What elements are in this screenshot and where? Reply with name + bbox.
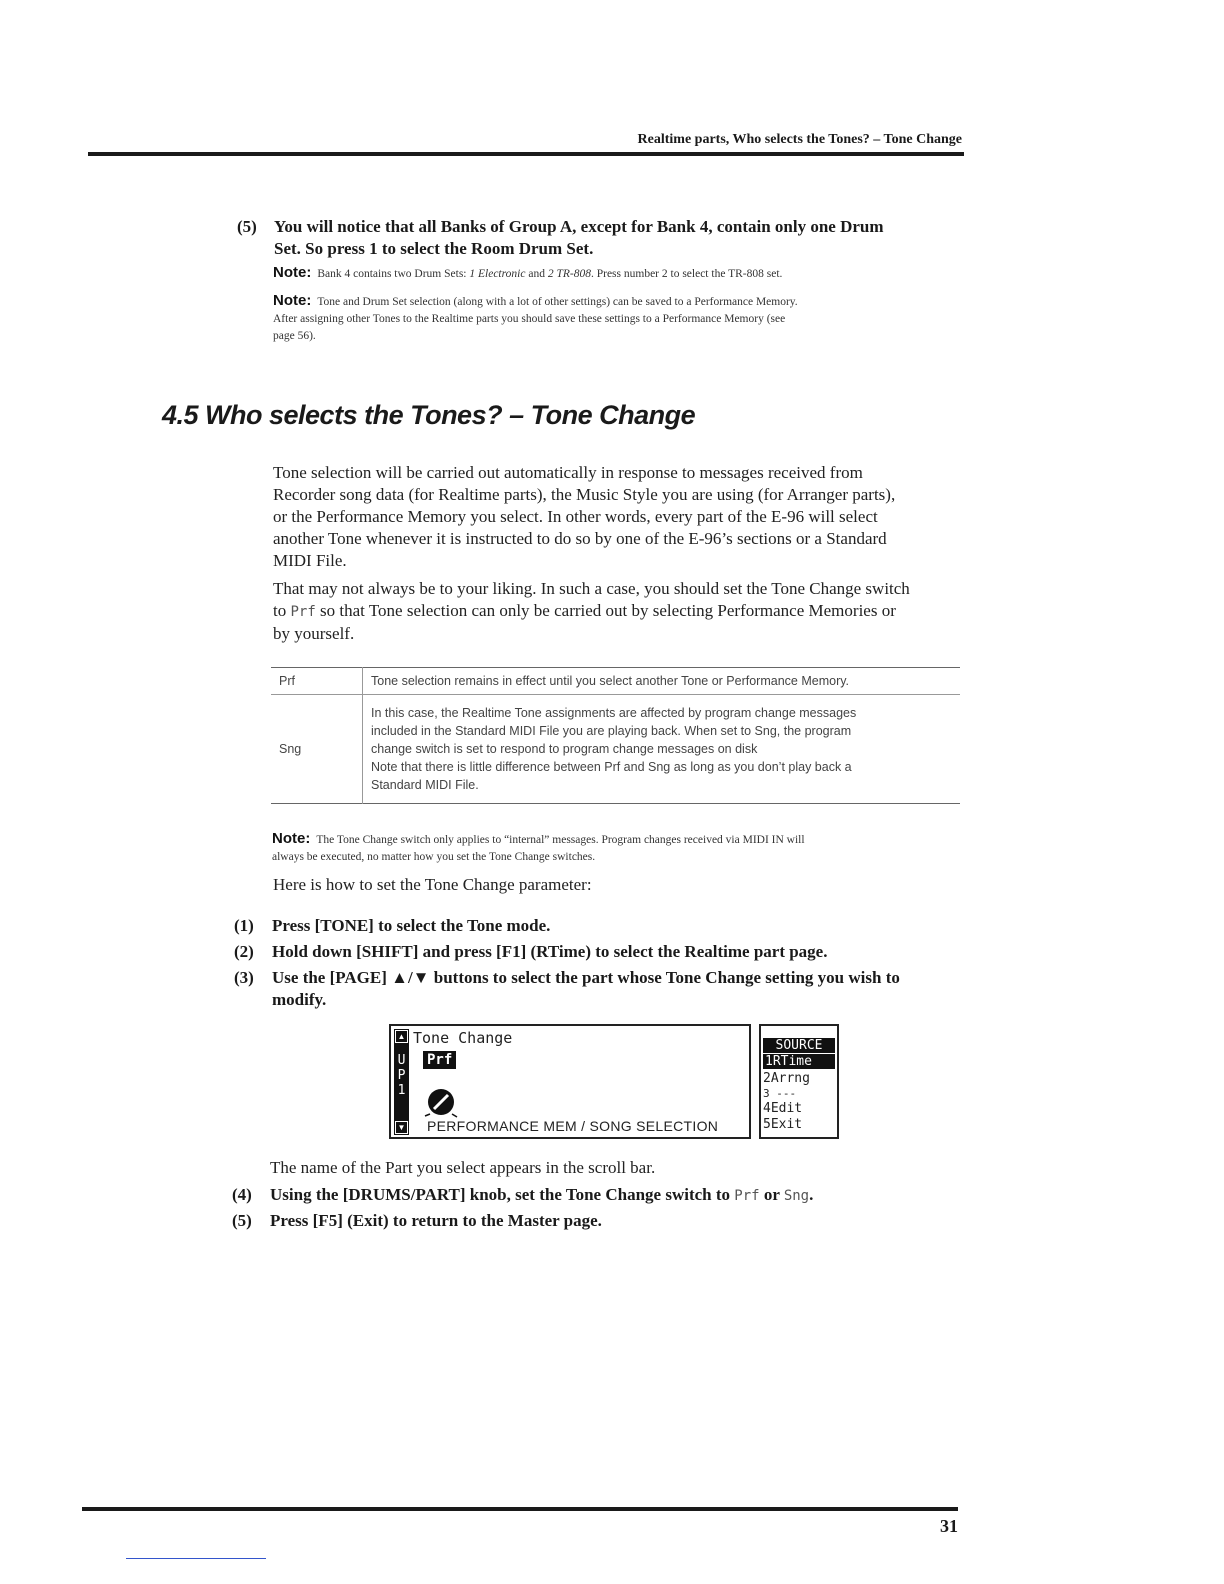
lcd-title: Tone Change xyxy=(413,1029,513,1047)
note-text: page 56). xyxy=(273,330,316,342)
note-text: always be executed, no matter how you set the Tone Change switches. xyxy=(272,851,596,863)
lcd-value: Prf xyxy=(423,1051,456,1069)
step-number: (2) xyxy=(234,942,254,961)
scroll-part-label: UP1 xyxy=(397,1053,406,1098)
lcd-text-prf: Prf xyxy=(290,604,316,620)
menu-item-rtime[interactable]: 1RTime xyxy=(763,1054,835,1069)
option-desc xyxy=(363,695,961,804)
step-text-part: . xyxy=(809,1185,814,1204)
menu-item-3[interactable]: 3 --- xyxy=(763,1087,797,1100)
scroll-bar xyxy=(394,1029,409,1135)
desc-line: In this case, the Realtime Tone assignments are affected by program change messages xyxy=(371,706,857,720)
para-line: Tone selection will be carried out automatically in response to messages received from xyxy=(273,463,863,482)
note-italic: 1 Electronic xyxy=(469,268,526,280)
step-text: Use the [PAGE] ▲/▼ buttons to select the part whose Tone Change setting you wish to xyxy=(272,968,900,987)
paragraph-prf xyxy=(273,578,963,645)
menu-item-arrng[interactable]: 2Arrng xyxy=(763,1071,810,1086)
scroll-bar-note: The name of the Part you select appears in the scroll bar. xyxy=(270,1158,656,1177)
section-title: 4.5 Who selects the Tones? – Tone Change xyxy=(162,400,696,430)
desc-line: Standard MIDI File. xyxy=(371,778,479,792)
table-row xyxy=(271,668,960,695)
paragraph-intro xyxy=(273,462,963,572)
step-text: modify. xyxy=(272,990,327,1009)
desc-line: included in the Standard MIDI File you are playing back. When set to Sng, the program xyxy=(371,724,852,738)
footer-rule xyxy=(82,1507,958,1511)
note-italic: 2 TR-808 xyxy=(547,268,591,280)
note-label: Note: xyxy=(272,830,311,847)
para-text: so that Tone selection can only be carried out by selecting Performance Memories or xyxy=(315,601,896,620)
para-line: That may not always be to your liking. In such a case, you should set the Tone Change switch xyxy=(273,579,910,598)
option-key: Sng xyxy=(271,695,363,804)
note-text: The Tone Change switch only applies to “internal” messages. Program changes received via MIDI IN will xyxy=(316,834,805,846)
lcd-text-sng: Sng xyxy=(783,1188,810,1204)
desc-line: Note that there is little difference between Prf and Sng as long as you don’t play back a xyxy=(371,760,852,774)
lcd-main-panel xyxy=(389,1024,751,1139)
para-line: or the Performance Memory you select. In other words, every part of the E-96 will select xyxy=(273,507,878,526)
step-3 xyxy=(234,967,964,1011)
step-text-line2: Set. So press 1 to select the Room Drum Set. xyxy=(274,239,594,258)
step-1 xyxy=(234,915,964,937)
step-text: Press [F5] (Exit) to return to the Master page. xyxy=(270,1211,602,1230)
note-bank4 xyxy=(273,264,963,283)
option-key: Prf xyxy=(271,668,363,695)
scroll-up-icon: ▲ xyxy=(395,1030,408,1043)
para-text: to xyxy=(273,601,291,620)
note-text: Bank 4 contains two Drum Sets: xyxy=(317,268,470,280)
step-number: (1) xyxy=(234,916,254,935)
step-2 xyxy=(234,941,964,963)
header-rule xyxy=(88,152,964,156)
lcd-menu-panel xyxy=(759,1024,839,1139)
para-line: Recorder song data (for Realtime parts), the Music Style you are using (for Arranger parts), xyxy=(273,485,896,504)
step-text-part: Using the [DRUMS/PART] knob, set the Tone Change switch to xyxy=(270,1185,735,1204)
page-number: 31 xyxy=(940,1516,958,1536)
note-text: and xyxy=(525,268,548,280)
scroll-down-icon: ▼ xyxy=(395,1121,408,1134)
step-number: (3) xyxy=(234,968,254,987)
para-line xyxy=(273,600,963,623)
desc-line: change switch is set to respond to program change messages on disk xyxy=(371,742,758,756)
options-table xyxy=(271,667,960,804)
table-row xyxy=(271,695,960,804)
step-5-exit xyxy=(232,1210,962,1232)
step-text-line1: You will notice that all Banks of Group A, except for Bank 4, contain only one Drum xyxy=(274,217,884,236)
step-text-part: or xyxy=(759,1185,784,1204)
step-number: (5) xyxy=(237,217,257,236)
note-internal xyxy=(272,830,962,866)
note-label: Note: xyxy=(273,264,312,281)
menu-item-exit[interactable]: 5Exit xyxy=(763,1117,803,1132)
lcd-caption: PERFORMANCE MEM / SONG SELECTION xyxy=(427,1118,719,1134)
step-text: Press [TONE] to select the Tone mode. xyxy=(272,916,551,935)
step-text: Hold down [SHIFT] and press [F1] (RTime) to select the Realtime part page. xyxy=(272,942,828,961)
para-line: by yourself. xyxy=(273,624,355,643)
step-5-drum xyxy=(237,216,957,260)
note-text: Tone and Drum Set selection (along with a lot of other settings) can be saved to a Performance Memory. xyxy=(317,296,798,308)
note-label: Note: xyxy=(273,292,312,309)
step-number: (5) xyxy=(232,1211,252,1230)
note-text: . Press number 2 to select the TR-808 set. xyxy=(590,268,783,280)
para-line: another Tone whenever it is instructed to do so by one of the E-96’s sections or a Standard xyxy=(273,529,887,548)
option-desc: Tone selection remains in effect until you select another Tone or Performance Memory. xyxy=(371,674,850,688)
step-text xyxy=(270,1184,813,1207)
menu-item-edit[interactable]: 4Edit xyxy=(763,1101,803,1116)
note-text: After assigning other Tones to the Realtime parts you should save these settings to a Performance Memory (see xyxy=(273,313,786,325)
step-4 xyxy=(232,1184,962,1206)
running-header: Realtime parts, Who selects the Tones? – Tone Change xyxy=(637,132,962,147)
step-number: (4) xyxy=(232,1185,252,1204)
scan-artifact-line xyxy=(126,1558,266,1559)
lcd-text-prf: Prf xyxy=(734,1188,760,1204)
steps-intro: Here is how to set the Tone Change parameter: xyxy=(273,875,592,894)
para-line: MIDI File. xyxy=(273,551,347,570)
note-save-settings xyxy=(273,292,963,345)
lcd-screen xyxy=(389,1024,839,1141)
menu-header: SOURCE xyxy=(763,1038,835,1053)
knob-icon xyxy=(423,1086,463,1120)
